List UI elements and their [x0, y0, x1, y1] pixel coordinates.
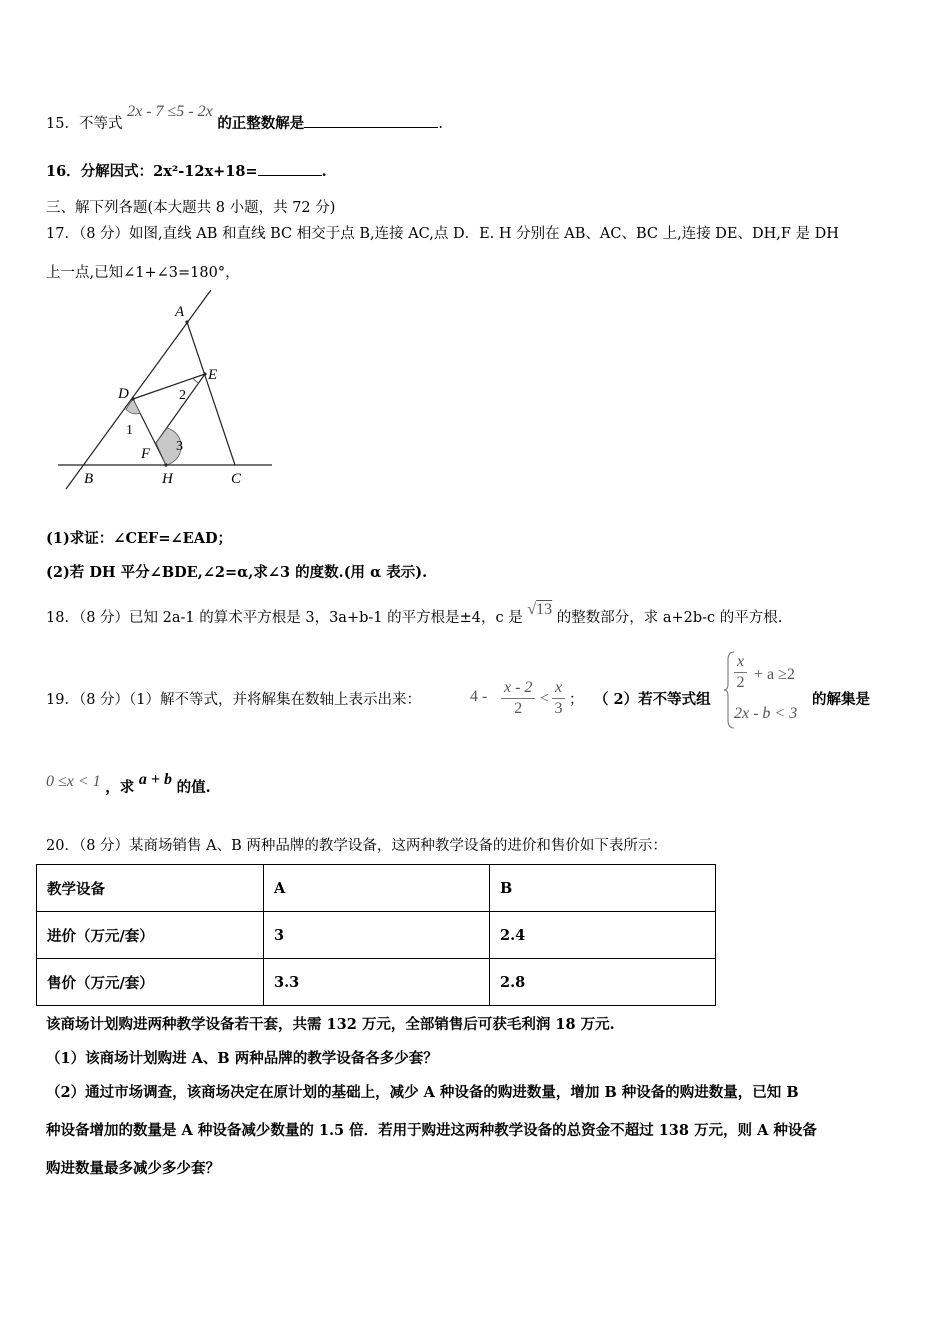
q17-line1: 17．（8 分）如图,直线 AB 和直线 BC 相交于点 B,连接 AC,点 D．E. H 分别在 AB、AC、BC 上,连接 DE、DH,F 是 DH	[46, 226, 839, 242]
q20-intro: 20．（8 分）某商场销售 A、B 两种品牌的教学设备，这两种教学设备的进价和售价如下表所示：	[46, 838, 667, 854]
q20-part1: （1）该商场计划购进 A、B 两种品牌的教学设备各多少套？	[46, 1050, 438, 1067]
table-header-row	[37, 865, 716, 912]
q15-inequality: 2x - 7 ≤5 - 2x	[127, 103, 213, 120]
label-a: A	[175, 304, 185, 320]
q19-sys1-num: x	[734, 652, 747, 673]
q20-part2-line3: 购进数量最多减少多少套？	[46, 1160, 220, 1177]
angle-2-mark	[193, 378, 199, 383]
q20-part2-line1: （2）通过市场调查，该商场决定在原计划的基础上，减少 A 种设备的购进数量，增加 B 种设备的购进数量，已知 B	[46, 1084, 799, 1101]
q16-answer-blank[interactable]	[258, 163, 322, 176]
q19-line2-end: 的值.	[176, 779, 211, 796]
q18-sqrt: √13	[527, 601, 553, 618]
q19-ineq-lhs: 4 -	[470, 688, 488, 705]
q19-part2-prefix: （ 2）若不等式组	[594, 691, 711, 708]
table-cell: 售价（万元/套）	[37, 959, 264, 1006]
q18-suffix: 的整数部分，求 a+2b-c 的平方根.	[556, 610, 783, 626]
table-header-cell: A	[264, 865, 490, 912]
q17-part1: (1)求证：∠CEF=∠EAD；	[46, 530, 233, 547]
point-h	[164, 463, 167, 466]
q19-prefix: 19．（8 分）（1）解不等式，并将解集在数轴上表示出来：	[46, 692, 422, 708]
q15-end: .	[438, 116, 443, 132]
question-18	[46, 601, 783, 627]
q20-price-table	[36, 864, 716, 1006]
line-ab	[66, 290, 211, 489]
table-header-cell: B	[490, 865, 716, 912]
q19-frac1-den: 2	[514, 700, 523, 717]
line-de	[133, 374, 205, 399]
q17-part2: (2)若 DH 平分∠BDE,∠2=α,求∠3 的度数.(用 α 表示).	[46, 564, 428, 581]
label-b: B	[84, 471, 94, 487]
label-c: C	[231, 471, 242, 487]
q16-text: 16．分解因式：2x²-12x+18=	[46, 163, 258, 180]
q20-line-after: 该商场计划购进两种教学设备若干套，共需 132 万元，全部销售后可获毛利润 18 万元.	[46, 1016, 615, 1033]
table-cell: 2.4	[490, 912, 716, 959]
q19-ab: a + b	[138, 771, 173, 788]
question-15	[46, 103, 443, 133]
label-d: D	[118, 386, 129, 402]
q16-end: .	[321, 163, 327, 180]
q19-frac2-num: x	[552, 678, 565, 699]
label-angle-3: 3	[176, 439, 183, 454]
q18-prefix: 18．（8 分）已知 2a-1 的算术平方根是 3，3a+b-1 的平方根是±4，c 是	[46, 610, 523, 626]
label-h: H	[162, 471, 173, 487]
q19-sep: ；	[569, 692, 584, 708]
section-3-title: 三、解下列各题(本大题共 8 小题，共 72 分)	[46, 200, 336, 216]
label-angle-2: 2	[179, 388, 186, 403]
q19-line2-mid: ，求	[105, 779, 135, 796]
q19-sys2: 2x - b < 3	[734, 705, 798, 722]
q19-range: 0 ≤x < 1	[46, 773, 101, 790]
q19-frac1-num: x - 2	[501, 678, 535, 699]
q17-geometry-figure	[46, 282, 286, 497]
point-d	[131, 397, 134, 400]
label-e: E	[208, 367, 218, 383]
q19-lt: <	[540, 690, 550, 707]
q15-prefix: 15．不等式	[46, 116, 123, 132]
table-header-cell: 教学设备	[37, 865, 264, 912]
q15-suffix: 的正整数解是	[217, 115, 305, 132]
label-angle-1: 1	[126, 423, 133, 438]
table-cell: 进价（万元/套）	[37, 912, 264, 959]
label-f: F	[141, 446, 151, 462]
q18-radicand: 13	[536, 601, 553, 618]
q19-frac2-den: 3	[554, 700, 563, 717]
table-cell: 3.3	[264, 959, 490, 1006]
table-row	[37, 912, 716, 959]
q19-sys1-frac	[734, 652, 747, 693]
q19-part2-suffix: 的解集是	[812, 691, 870, 708]
q15-answer-blank[interactable]	[304, 115, 438, 128]
q17-line2: 上一点,已知∠1+∠3=180°，	[46, 265, 240, 281]
line-ac	[187, 322, 235, 465]
point-e	[203, 372, 206, 375]
question-16	[46, 160, 327, 181]
q20-part2-line2: 种设备增加的数量是 A 种设备减少数量的 1.5 倍．若用于购进这两种教学设备的总资金不超过 138 万元，则 A 种设备	[46, 1122, 817, 1139]
table-cell: 3	[264, 912, 490, 959]
q19-sys1-den: 2	[736, 674, 745, 691]
point-a	[185, 320, 188, 323]
q19-frac1	[498, 678, 538, 719]
table-cell: 2.8	[490, 959, 716, 1006]
q19-frac2	[549, 678, 568, 719]
q19-sys1-rest: + a ≥2	[754, 666, 795, 683]
q19-line2	[46, 771, 211, 797]
table-row	[37, 959, 716, 1006]
